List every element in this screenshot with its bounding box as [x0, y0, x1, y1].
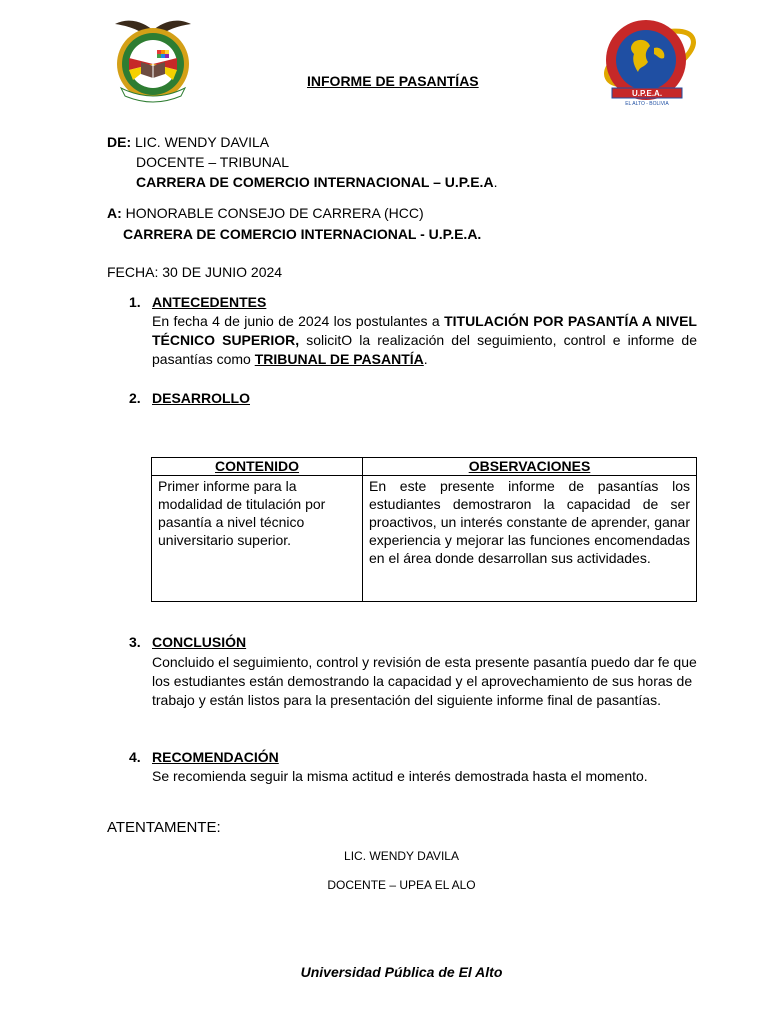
section-1-heading: ANTECEDENTES [152, 294, 267, 310]
table-header-contenido: CONTENIDO [152, 458, 363, 476]
from-line [107, 133, 269, 152]
section-4-heading: RECOMENDACIÓN [152, 749, 279, 765]
section-1-text-a: En fecha 4 de junio de 2024 los postulantes a [152, 313, 445, 329]
observations-table [151, 457, 697, 602]
section-1-text-c: solicitO la realización del seguimiento, control e informe de pasantías como [152, 332, 697, 367]
signature-role: DOCENTE – UPEA EL ALO [327, 878, 476, 892]
comercio-internacional-logo [598, 16, 698, 106]
table-cell-contenido: Primer informe para la modalidad de titulación por pasantía a nivel técnico universitario superior. [152, 476, 363, 602]
to-career: CARRERA DE COMERCIO INTERNACIONAL - U.P.E.A. [123, 226, 482, 242]
section-1-text-b: TITULACIÓN POR PASANTÍA A NIVEL TÉCNICO SUPERIOR, [152, 313, 697, 348]
section-2-number: 2. [129, 390, 141, 406]
university-seal-logo [107, 14, 199, 104]
section-4-body: Se recomienda seguir la misma actitud e interés demostrada hasta el momento. [152, 768, 648, 784]
table-row [152, 476, 697, 602]
date-line: FECHA: 30 DE JUNIO 2024 [107, 264, 283, 280]
section-3-heading: CONCLUSIÓN [152, 634, 247, 650]
section-1-number: 1. [129, 294, 141, 310]
from-career: CARRERA DE COMERCIO INTERNACIONAL – U.P.E.A [136, 174, 494, 190]
from-role: DOCENTE – TRIBUNAL [136, 154, 289, 170]
section-3-body: Concluido el seguimiento, control y revisión de esta presente pasantía puedo dar fe que los estudiantes están demostrando la capacidad y el aprovechamiento de sus horas de trabajo y están listos para la presentación del siguiente informe final de pasantías. [152, 654, 697, 708]
section-1-text-d: TRIBUNAL DE PASANTÍA [254, 351, 424, 367]
from-name: LIC. WENDY DAVILA [135, 134, 270, 150]
logo-banner-text: U.P.E.A. [631, 89, 663, 98]
from-career-tail: . [493, 174, 498, 190]
to-name: HONORABLE CONSEJO DE CARRERA (HCC) [125, 205, 424, 221]
section-4-number: 4. [129, 749, 141, 765]
table-cell-observaciones: En este presente informe de pasantías los estudiantes demostraron la capacidad de ser proactivos, un interés constante de aprender, ganar experiencia y mejorar las funciones encomendadas en el área donde desarrollan sus actividades. [363, 476, 697, 602]
footer-university: Universidad Pública de El Alto [300, 964, 503, 980]
to-label: A: [107, 205, 122, 221]
section-3-number: 3. [129, 634, 141, 650]
section-1-text-e: . [423, 351, 428, 367]
document-title: INFORME DE PASANTÍAS [307, 73, 479, 89]
closing-text: ATENTAMENTE: [107, 819, 221, 836]
table-header-row [152, 458, 697, 476]
signature-name: LIC. WENDY DAVILA [344, 849, 459, 863]
table-header-observaciones: OBSERVACIONES [363, 458, 697, 476]
from-career-line [136, 173, 497, 192]
section-2-heading: DESARROLLO [152, 390, 250, 406]
section-1-body [152, 312, 697, 369]
from-label: DE: [107, 134, 132, 150]
to-line [107, 204, 424, 223]
logo-sub-text: EL ALTO - BOLIVIA [625, 101, 669, 106]
